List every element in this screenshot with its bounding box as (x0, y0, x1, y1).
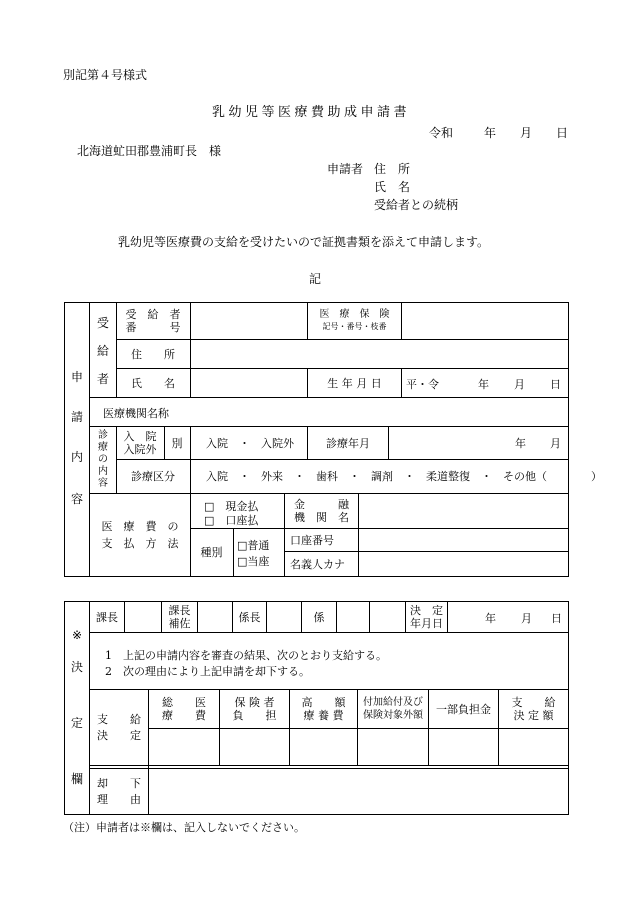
treatment-content-label: 診 療 の 内 容 (98, 430, 108, 489)
decision-day: 日 (551, 612, 562, 625)
separate-label: 別 (171, 436, 183, 450)
date-day: 日 (556, 126, 569, 140)
side-char-4: 容 (70, 492, 83, 506)
holder-kana-label: 名義人カナ (290, 557, 345, 571)
side-char-2: 請 (70, 410, 83, 424)
note-1: 1 上記の申請内容を審査の結果、次のとおり支給する。 (105, 649, 387, 662)
applicant-name-label: 氏 名 (374, 180, 411, 194)
decision-date-label: 決 定 年月日 (410, 604, 443, 630)
col-total-medical: 総 医 療 費 (162, 696, 206, 722)
date-year: 年 (484, 126, 497, 140)
treatment-ym-label: 診療年月 (326, 436, 370, 450)
recipient-char-3: 者 (96, 372, 109, 386)
birth-month: 月 (514, 378, 525, 391)
birth-era: 平・令 (406, 378, 439, 391)
page-title: 乳幼児等医療費助成申請書 (212, 105, 411, 120)
approval-kakaricho: 係長 (238, 610, 261, 624)
applicant-address-label: 住 所 (374, 162, 411, 176)
approval-kacho-hosa: 課長 補佐 (168, 604, 191, 630)
treatment-year: 年 (515, 437, 526, 450)
applicant-relation-label: 受給者との続柄 (374, 198, 459, 212)
decision-year: 年 (485, 612, 496, 625)
date-era: 令和 (429, 126, 454, 140)
inpatient-options: 入院 ・ 入院外 (206, 436, 294, 450)
decision-month: 月 (521, 612, 532, 625)
inpatient-label: 入 院 入院外 (123, 430, 157, 456)
institution-label: 医療機関名称 (103, 407, 169, 420)
category-label: 診療区分 (131, 470, 175, 483)
approval-kakari: 係 (313, 610, 325, 624)
office-side-char-3: 定 (70, 716, 83, 730)
approval-kacho: 課長 (96, 610, 118, 624)
birthdate-label: 生 年 月 日 (327, 376, 382, 390)
applicant-label: 申請者 (327, 162, 364, 176)
col-additional: 付加給付及び 保険対象外額 (363, 697, 423, 721)
col-high-cost: 高 額 療 養 費 (301, 696, 346, 722)
category-options: 入院 ・ 外来 ・ 歯科 ・ 調剤 ・ 柔道整復 ・ その他（ ） (206, 470, 602, 483)
side-char-3: 内 (70, 450, 83, 464)
birth-day: 日 (550, 378, 561, 391)
bank-label: 金 融 機 関 名 (294, 498, 349, 524)
note-2: 2 次の理由により上記申請を却下する。 (105, 665, 310, 678)
side-char-1: 申 (70, 370, 83, 384)
date-month: 月 (520, 126, 533, 140)
recipient-char-1: 受 (96, 316, 109, 330)
form-number: 別記第４号様式 (63, 68, 148, 82)
transfer-checkbox[interactable]: □ 口座払 (204, 514, 259, 527)
payment-method-label: 医 療 費 の 支 払 方 法 (101, 520, 179, 550)
col-copay: 一部負担金 (436, 702, 491, 716)
account-number-label: 口座番号 (290, 533, 334, 547)
footnote: （注）申請者は※欄は、記入しないでください。 (63, 821, 305, 834)
name-label: 氏 名 (131, 376, 175, 390)
office-side-char-4: 欄 (70, 772, 83, 786)
office-side-char-1: ※ (71, 628, 83, 642)
statement: 乳幼児等医療費の支給を受けたいので証拠書類を添えて申請します。 (118, 235, 490, 249)
payment-decision-label: 支 給 決 定 (97, 712, 141, 742)
addressee: 北海道虻田郡豊浦町長 様 (77, 144, 222, 158)
ki-heading: 記 (309, 272, 322, 286)
insurance-label: 医 療 保 険 記号・番号・枝番 (319, 309, 390, 331)
recipient-char-2: 給 (96, 344, 109, 358)
reject-reason-label: 却 下 理 由 (97, 776, 141, 806)
col-payment-amount: 支 給 決 定 額 (511, 696, 556, 722)
current-checkbox[interactable]: □当座 (237, 555, 270, 568)
treatment-month: 月 (550, 437, 561, 450)
recipient-number-label: 受 給 者 番 号 (125, 308, 181, 334)
ordinary-checkbox[interactable]: □普通 (237, 539, 270, 552)
account-type-label: 種別 (200, 546, 223, 559)
address-label: 住 所 (131, 347, 175, 361)
office-side-char-2: 決 (70, 660, 83, 674)
col-insurer: 保 険 者 負 担 (232, 696, 277, 722)
birth-year: 年 (478, 378, 489, 391)
cash-checkbox[interactable]: □ 現金払 (204, 500, 259, 513)
